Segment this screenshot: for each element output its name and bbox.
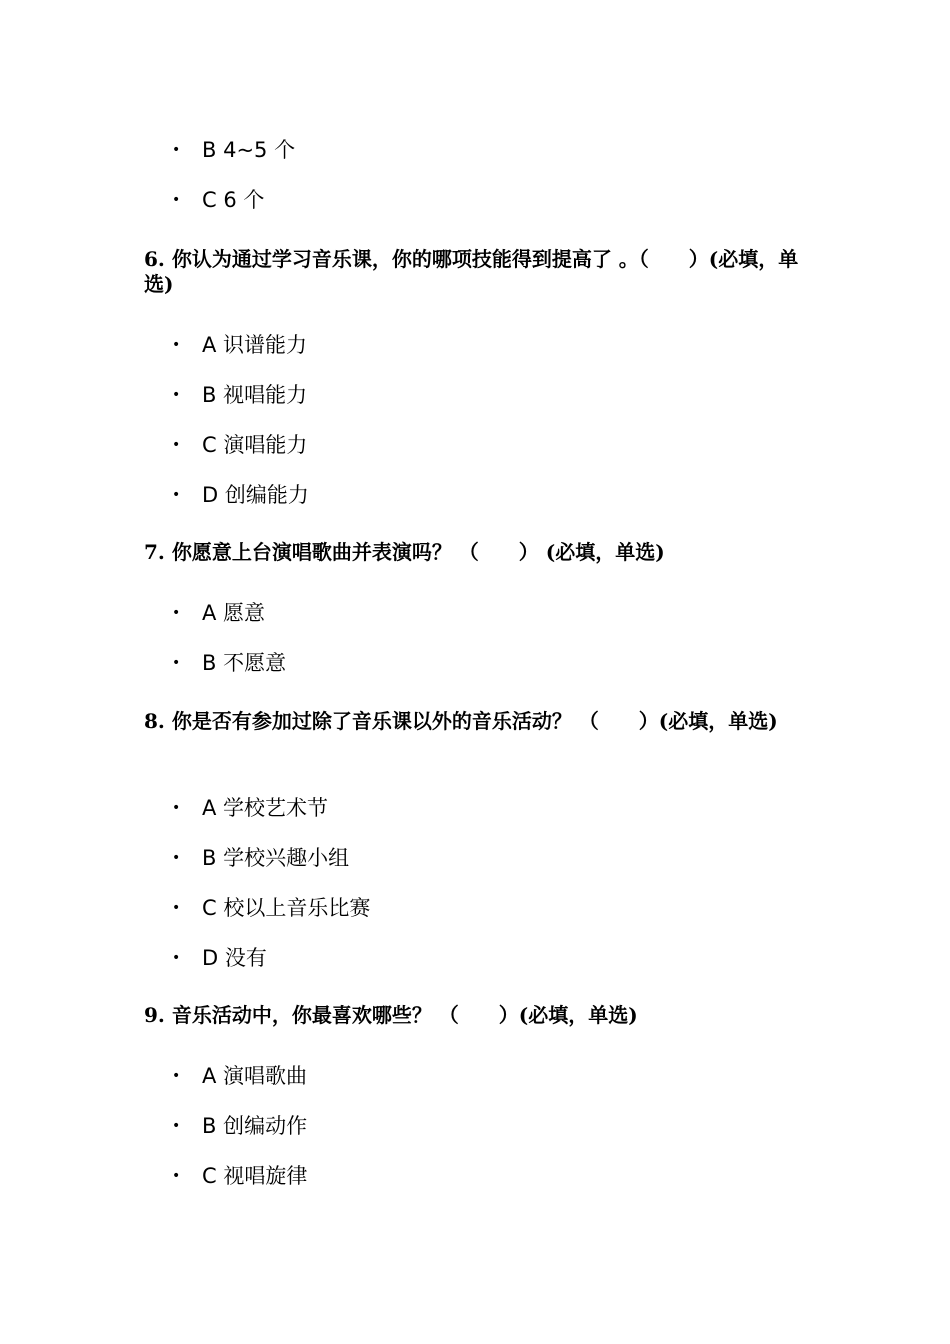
option-label: D 没有	[202, 946, 267, 970]
bullet: •	[172, 437, 181, 453]
option-q7-a	[172, 598, 265, 628]
option-q6-a	[172, 330, 307, 360]
bullet: •	[172, 487, 181, 503]
bullet: •	[172, 950, 181, 966]
option-label: C 演唱能力	[202, 433, 308, 457]
question-6: 6. 你认为通过学习音乐课，你的哪项技能得到提高了 。（ ）(必填，单选)	[144, 247, 799, 296]
bullet: •	[172, 1168, 181, 1184]
option-q6-d	[172, 480, 309, 510]
option-label: A 演唱歌曲	[202, 1064, 308, 1088]
bullet: •	[172, 900, 181, 916]
bullet: •	[172, 1118, 181, 1134]
bullet: •	[172, 142, 181, 158]
option-q7-b	[172, 648, 286, 678]
option-label: C 校以上音乐比赛	[202, 896, 371, 920]
option-q9-c	[172, 1161, 307, 1191]
option-label: A 愿意	[202, 601, 266, 625]
option-label: A 学校艺术节	[202, 796, 329, 820]
option-q6-b	[172, 380, 307, 410]
option-label: B 创编动作	[202, 1114, 308, 1138]
bullet: •	[172, 800, 181, 816]
bullet: •	[172, 192, 181, 208]
option-label: A 识谱能力	[202, 333, 308, 357]
option-q5-c	[172, 185, 264, 215]
bullet: •	[172, 850, 181, 866]
question-7: 7. 你愿意上台演唱歌曲并表演吗？ （ ） (必填，单选)	[144, 540, 665, 564]
option-q6-c	[172, 430, 307, 460]
option-label: C 6 个	[202, 188, 265, 212]
question-9: 9. 音乐活动中，你最喜欢哪些？ （ ）(必填，单选)	[144, 1003, 638, 1027]
option-q8-a	[172, 793, 328, 823]
option-label: B 4~5 个	[202, 138, 296, 162]
option-label: C 视唱旋律	[202, 1164, 308, 1188]
option-label: B 学校兴趣小组	[202, 846, 350, 870]
option-label: B 视唱能力	[202, 383, 308, 407]
bullet: •	[172, 1068, 181, 1084]
bullet: •	[172, 655, 181, 671]
option-q8-c	[172, 893, 370, 923]
option-label: D 创编能力	[202, 483, 309, 507]
option-q9-a	[172, 1061, 307, 1091]
option-q8-d	[172, 943, 267, 973]
option-q9-b	[172, 1111, 307, 1141]
question-8: 8. 你是否有参加过除了音乐课以外的音乐活动？ （ ）(必填，单选)	[144, 709, 778, 733]
bullet: •	[172, 387, 181, 403]
option-q5-b	[172, 135, 295, 165]
bullet: •	[172, 605, 181, 621]
option-q8-b	[172, 843, 349, 873]
bullet: •	[172, 337, 181, 353]
option-label: B 不愿意	[202, 651, 287, 675]
